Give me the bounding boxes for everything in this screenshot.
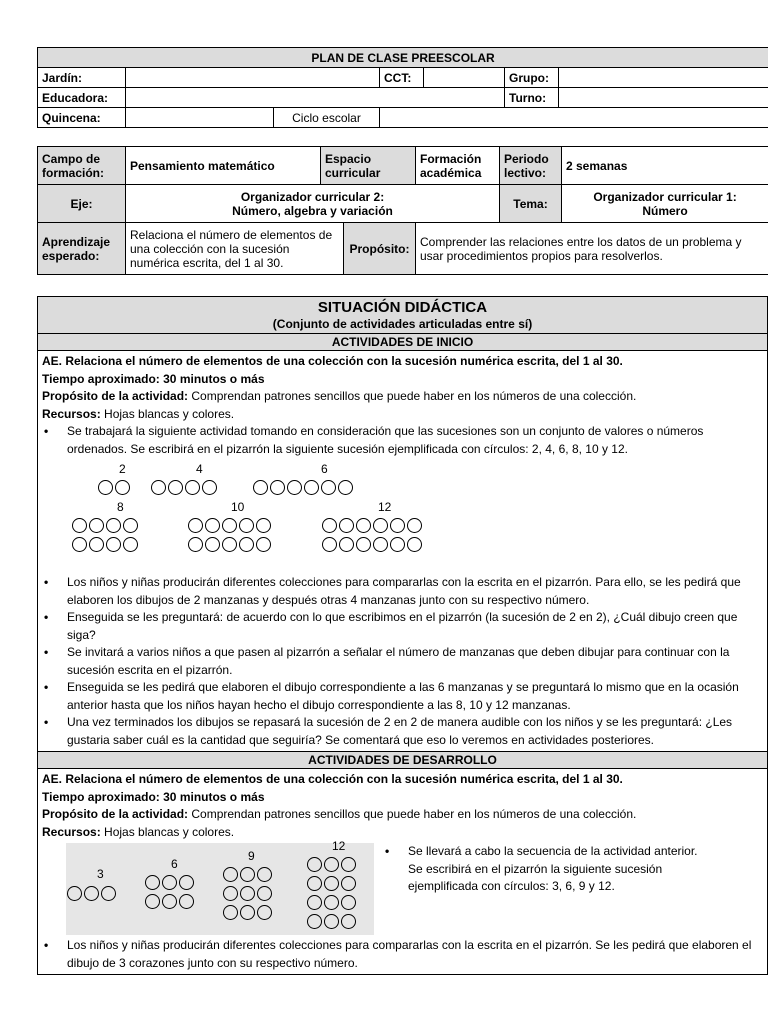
circle-mark	[123, 518, 138, 533]
inicio-bullet-2: • Los niños y niñas producirán diferentes colecciones para compararlas con la escrita en el pizarrón. Para ello, se les pedirá que elaboren los dibujos de 2 manzanas y después otras 4 manzanas junto con su respectivo número.	[42, 574, 763, 609]
desarrollo-tiempo: Tiempo aproximado: 30 minutos o más	[42, 789, 265, 804]
quincena-label: Quincena:	[38, 108, 126, 128]
organizador-1-line2: Número	[642, 203, 688, 218]
desarrollo-ae: AE. Relaciona el número de elementos de una colección con la sucesión numérica escrita, del 1 al 30.	[42, 772, 623, 786]
inicio-bullet-5: • Enseguida se les pedirá que elaboren el dibujo correspondiente a las 6 manzanas y se preguntará lo mismo que en la ocasión anterior hasta que los niños hayan hecho el dibujo correspondiente a las 8, 10 y 12 manzanas.	[42, 679, 763, 714]
eje-label: Eje:	[38, 185, 126, 223]
circle-mark	[304, 480, 319, 495]
circles-4	[150, 480, 218, 495]
inicio-bullet-4: • Se invitará a varios niños a que pasen al pizarrón a señalar el número de manzanas que deben dibujar para continuar con la sucesión escrita en el pizarrón.	[42, 644, 763, 679]
inicio-tiempo: Tiempo aproximado: 30 minutos o más	[42, 371, 265, 386]
inicio-recursos-text: Hojas blancas y colores.	[100, 406, 235, 421]
inicio-content	[38, 351, 768, 752]
circle-mark	[287, 480, 302, 495]
circle-mark	[324, 876, 339, 891]
periodo-label: Periodo lectivo:	[500, 147, 562, 185]
campo-label: Campo de formación:	[38, 147, 126, 185]
circle-mark	[307, 876, 322, 891]
circle-mark	[257, 905, 272, 920]
circles-10	[187, 518, 272, 556]
campo-value: Pensamiento matemático	[126, 147, 321, 185]
circle-mark	[338, 480, 353, 495]
circles-3	[66, 886, 117, 905]
circle-mark	[390, 518, 405, 533]
organizador-1-line1: Organizador curricular 1:	[593, 189, 737, 204]
circle-mark	[162, 894, 177, 909]
seq-number-8: 8	[117, 500, 124, 514]
circle-mark	[322, 537, 337, 552]
seq-number-12b: 12	[332, 839, 346, 853]
circle-mark	[123, 537, 138, 552]
circle-mark	[324, 895, 339, 910]
circle-mark	[222, 518, 237, 533]
circles-6b	[144, 875, 195, 913]
inicio-recursos-label: Recursos:	[42, 406, 101, 421]
desarrollo-title: ACTIVIDADES DE DESARROLLO	[38, 752, 768, 769]
info-table	[37, 146, 768, 275]
circle-mark	[307, 895, 322, 910]
desarrollo-bullet-1: • Se llevará a cabo la secuencia de la actividad anterior. Se escribirá en el pizarrón la siguiente sucesión ejemplificada con círculos: 3, 6, 9 y 12.	[383, 843, 708, 896]
proposito-label: Propósito:	[344, 223, 416, 275]
jardin-label: Jardín:	[38, 68, 126, 88]
circle-mark	[324, 914, 339, 929]
seq-number-3: 3	[97, 867, 104, 881]
circle-mark	[240, 905, 255, 920]
desarrollo-bullet-2: • Los niños y niñas producirán diferentes colecciones para compararlas con la escrita en el pizarrón. Se les pedirá que elaboren el dibujo de 3 corazones junto con su respectivo número.	[42, 937, 763, 972]
circle-mark	[339, 537, 354, 552]
seq-number-9: 9	[248, 849, 255, 863]
espacio-label: Espacio curricular	[321, 147, 416, 185]
proposito-value: Comprender las relaciones entre los datos de un problema y usar procedimientos propios para resolverlos.	[416, 223, 768, 275]
circle-mark	[67, 886, 82, 901]
circle-mark	[407, 518, 422, 533]
circle-mark	[188, 537, 203, 552]
circle-mark	[324, 857, 339, 872]
circle-mark	[115, 480, 130, 495]
circle-mark	[223, 867, 238, 882]
plan-title: PLAN DE CLASE PREESCOLAR	[38, 48, 768, 68]
circle-mark	[145, 875, 160, 890]
formacion-value: Formación académica	[416, 147, 500, 185]
circle-mark	[256, 537, 271, 552]
organizador-2-line1: Organizador curricular 2:	[240, 189, 385, 204]
header-table	[37, 47, 768, 128]
sequence-figure-inicio	[42, 458, 763, 574]
situacion-header	[38, 297, 768, 334]
circle-mark	[223, 905, 238, 920]
circle-mark	[373, 537, 388, 552]
ciclo-field[interactable]	[380, 108, 768, 128]
seq-number-12: 12	[378, 500, 392, 514]
circle-mark	[106, 518, 121, 533]
seq-number-6: 6	[321, 462, 328, 476]
circle-mark	[257, 886, 272, 901]
circle-mark	[373, 518, 388, 533]
circle-mark	[322, 518, 337, 533]
circle-mark	[390, 537, 405, 552]
circle-mark	[257, 867, 272, 882]
organizador-2-line2: Número, algebra y variación	[232, 203, 393, 218]
desarrollo-proposito-label: Propósito de la actividad:	[42, 807, 189, 821]
inicio-ae: AE. Relaciona el número de elementos de una colección con la sucesión numérica escrita, del 1 al 30.	[42, 354, 623, 368]
sequence-figure-desarrollo	[66, 839, 374, 935]
circle-mark	[205, 537, 220, 552]
circle-mark	[202, 480, 217, 495]
cct-field[interactable]	[424, 68, 505, 88]
organizador-2	[126, 185, 500, 223]
circle-mark	[185, 480, 200, 495]
grupo-label: Grupo:	[505, 68, 559, 88]
circle-mark	[162, 875, 177, 890]
circle-mark	[356, 518, 371, 533]
circle-mark	[240, 886, 255, 901]
organizador-1	[562, 185, 768, 223]
circle-mark	[341, 914, 356, 929]
circle-mark	[72, 537, 87, 552]
circle-mark	[240, 867, 255, 882]
circle-mark	[307, 914, 322, 929]
aprendizaje-value: Relaciona el número de elementos de una colección con la sucesión numérica escrita, del 1 al 30.	[126, 223, 344, 275]
grupo-field[interactable]	[559, 68, 768, 88]
circles-8	[71, 518, 139, 556]
quincena-field[interactable]	[126, 108, 274, 128]
desarrollo-recursos-text: Hojas blancas y colores.	[100, 824, 235, 839]
circle-mark	[151, 480, 166, 495]
circle-mark	[222, 537, 237, 552]
educadora-field[interactable]	[126, 88, 505, 108]
jardin-field[interactable]	[126, 68, 380, 88]
inicio-proposito-text: Comprendan patrones sencillos que puede haber en los números de una colección.	[188, 389, 637, 403]
cct-label: CCT:	[380, 68, 424, 88]
circle-mark	[321, 480, 336, 495]
seq-number-6b: 6	[171, 857, 178, 871]
circle-mark	[168, 480, 183, 495]
circle-mark	[239, 518, 254, 533]
circle-mark	[223, 886, 238, 901]
circle-mark	[339, 518, 354, 533]
circle-mark	[188, 518, 203, 533]
circle-mark	[239, 537, 254, 552]
circle-mark	[72, 518, 87, 533]
circle-mark	[307, 857, 322, 872]
ciclo-label: Ciclo escolar	[274, 108, 380, 128]
circle-mark	[179, 894, 194, 909]
circle-mark	[84, 886, 99, 901]
circle-mark	[341, 876, 356, 891]
circles-6	[252, 480, 354, 495]
situacion-subtitle: (Conjunto de actividades articuladas entre sí)	[272, 317, 533, 331]
circle-mark	[101, 886, 116, 901]
circle-mark	[106, 537, 121, 552]
circles-12	[321, 518, 423, 556]
circle-mark	[89, 518, 104, 533]
circle-mark	[145, 894, 160, 909]
tema-label: Tema:	[500, 185, 562, 223]
desarrollo-content	[38, 769, 768, 975]
circle-mark	[89, 537, 104, 552]
circles-9	[222, 867, 273, 924]
circle-mark	[253, 480, 268, 495]
aprendizaje-label: Aprendizaje esperado:	[38, 223, 126, 275]
educadora-label: Educadora:	[38, 88, 126, 108]
desarrollo-figure-row	[42, 841, 763, 937]
seq-number-2: 2	[119, 462, 126, 476]
circle-mark	[341, 895, 356, 910]
desarrollo-proposito-text: Comprendan patrones sencillos que puede haber en los números de una colección.	[188, 807, 637, 821]
desarrollo-recursos-label: Recursos:	[42, 824, 101, 839]
circles-12b	[306, 857, 357, 933]
circle-mark	[256, 518, 271, 533]
inicio-proposito-label: Propósito de la actividad:	[42, 389, 189, 403]
turno-field[interactable]	[559, 88, 768, 108]
seq-number-4: 4	[196, 462, 203, 476]
inicio-bullet-1: • Se trabajará la siguiente actividad tomando en consideración que las sucesiones son un conjunto de valores o números ordenados. Se escribirá en el pizarrón la siguiente sucesión ejemplificada con círculos: 2, 4, 6, 8, 10 y 12.	[42, 423, 763, 458]
inicio-title: ACTIVIDADES DE INICIO	[38, 334, 768, 351]
turno-label: Turno:	[505, 88, 559, 108]
circles-2	[97, 480, 131, 495]
circle-mark	[341, 857, 356, 872]
circle-mark	[356, 537, 371, 552]
circle-mark	[98, 480, 113, 495]
situacion-table	[37, 296, 768, 975]
seq-number-10: 10	[231, 500, 245, 514]
circle-mark	[270, 480, 285, 495]
circle-mark	[407, 537, 422, 552]
circle-mark	[179, 875, 194, 890]
periodo-value: 2 semanas	[562, 147, 768, 185]
inicio-bullet-6: • Una vez terminados los dibujos se repasará la sucesión de 2 en 2 de manera audible con los niños y se les preguntará: ¿Les gustaria saber cuál es la cantidad que seguiría? Se comentará que eso lo veremos en actividades posteriores.	[42, 714, 763, 749]
situacion-title: SITUACIÓN DIDÁCTICA	[317, 299, 488, 316]
circle-mark	[205, 518, 220, 533]
inicio-bullet-3: • Enseguida se les preguntará: de acuerdo con lo que escribimos en el pizarrón (la sucesión de 2 en 2), ¿Cuál dibujo creen que siga?	[42, 609, 763, 644]
